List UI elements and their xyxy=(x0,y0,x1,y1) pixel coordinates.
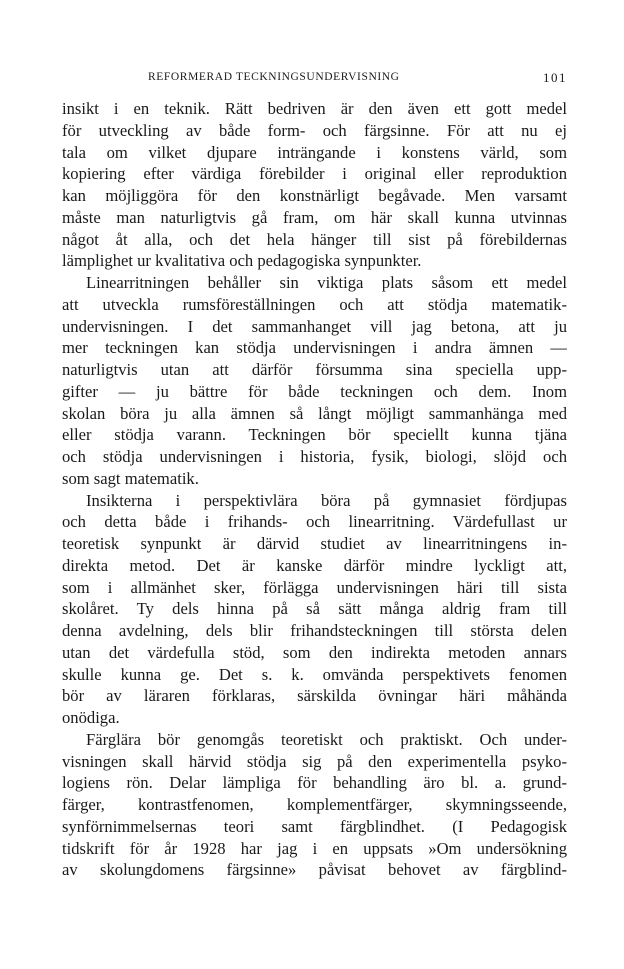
text-line: som sagt matematik. xyxy=(62,468,199,488)
text-line: kan möjliggöra för den konstnärligt begåvade. Men varsamt xyxy=(62,186,567,205)
text-line: undervisningen. I det sammanhanget vill jag betona, att ju xyxy=(62,316,567,336)
text-line: att utveckla rumsföreställningen och att stödja matematik- xyxy=(62,294,567,314)
text-line: logiens rön. Delar lämpliga för behandling äro bl. a. grund- xyxy=(62,773,567,793)
paragraph xyxy=(62,490,567,729)
text-line: något åt alla, och det hela hänger till sist på förebildernas xyxy=(62,229,567,249)
text-line: bör av läraren förklaras, särskilda övningar häri måhända xyxy=(62,686,567,706)
text-line: Linearritningen behåller sin viktiga plats såsom ett medel xyxy=(86,273,567,292)
text-line: tidskrift för år 1928 har jag i en uppsats »Om undersökning xyxy=(62,838,567,858)
paragraph xyxy=(62,98,567,272)
text-line: direkta metod. Det är kanske därför mindre lyckligt att, xyxy=(62,555,567,575)
text-line: naturligtvis utan att därför försumma sina speciella upp- xyxy=(62,360,567,379)
text-line: och stödja undervisningen i historia, fysik, biologi, slöjd och xyxy=(62,447,567,466)
text-line: denna avdelning, dels blir frihandsteckningen till största delen xyxy=(62,621,567,640)
text-line: kopiering efter värdiga förebilder i original eller reproduktion xyxy=(62,164,567,184)
text-line: måste man naturligtvis gå fram, om här skall kunna utvinnas xyxy=(62,207,567,227)
paragraph xyxy=(62,272,567,490)
text-line: lämplighet ur kvalitativa och pedagogiska synpunkter. xyxy=(62,251,422,271)
text-line: skulle kunna ge. Det s. k. omvända perspektivets fenomen xyxy=(62,664,567,684)
page-header xyxy=(62,71,567,89)
text-line: av skolungdomens färgsinne» påvisat behovet av färgblind- xyxy=(62,860,567,880)
text-line: som i allmänhet sker, förlägga undervisningen häri till sista xyxy=(62,577,567,597)
body-text xyxy=(62,98,567,881)
text-line: teoretisk synpunkt är därvid studiet av linearritningens in- xyxy=(62,534,567,553)
text-line: skolan böra ju alla ämnen så långt möjligt sammanhänga med xyxy=(62,403,567,423)
text-line: Färglära bör genomgås teoretiskt och praktiskt. Och under- xyxy=(86,729,567,749)
text-line: Insikterna i perspektivlära böra på gymnasiet fördjupas xyxy=(86,490,567,510)
text-line: utan det värdefulla stöd, som den indirekta metoden annars xyxy=(62,642,567,662)
text-line: för utveckling av både form- och färgsinne. För att nu ej xyxy=(62,120,567,140)
text-line: skolåret. Ty dels hinna på så sätt många aldrig fram till xyxy=(62,599,567,619)
text-line: och detta både i frihands- och linearritning. Värdefullast ur xyxy=(62,512,567,532)
text-line: onödiga. xyxy=(62,708,120,727)
text-line: färger, kontrastfenomen, komplementfärger, skymningsseende, xyxy=(62,795,567,814)
text-line: tala om vilket djupare inträngande i konstens värld, som xyxy=(62,142,567,162)
text-line: eller stödja varann. Teckningen bör speciellt kunna tjäna xyxy=(62,425,567,445)
text-line: synförnimmelsernas teori samt färgblindhet. (I Pedagogisk xyxy=(62,816,567,836)
page-number: 101 xyxy=(543,70,567,85)
text-line: insikt i en teknik. Rätt bedriven är den även ett gott medel xyxy=(62,99,567,118)
running-title: REFORMERAD TECKNINGSUNDERVISNING xyxy=(148,71,400,83)
text-line: mer teckningen kan stödja undervisningen i andra ämnen — xyxy=(62,338,567,358)
paragraph xyxy=(62,729,567,881)
text-line: gifter — ju bättre för både teckningen och dem. Inom xyxy=(62,381,567,401)
text-line: visningen skall härvid stödja sig på den experimentella psyko- xyxy=(62,751,567,771)
